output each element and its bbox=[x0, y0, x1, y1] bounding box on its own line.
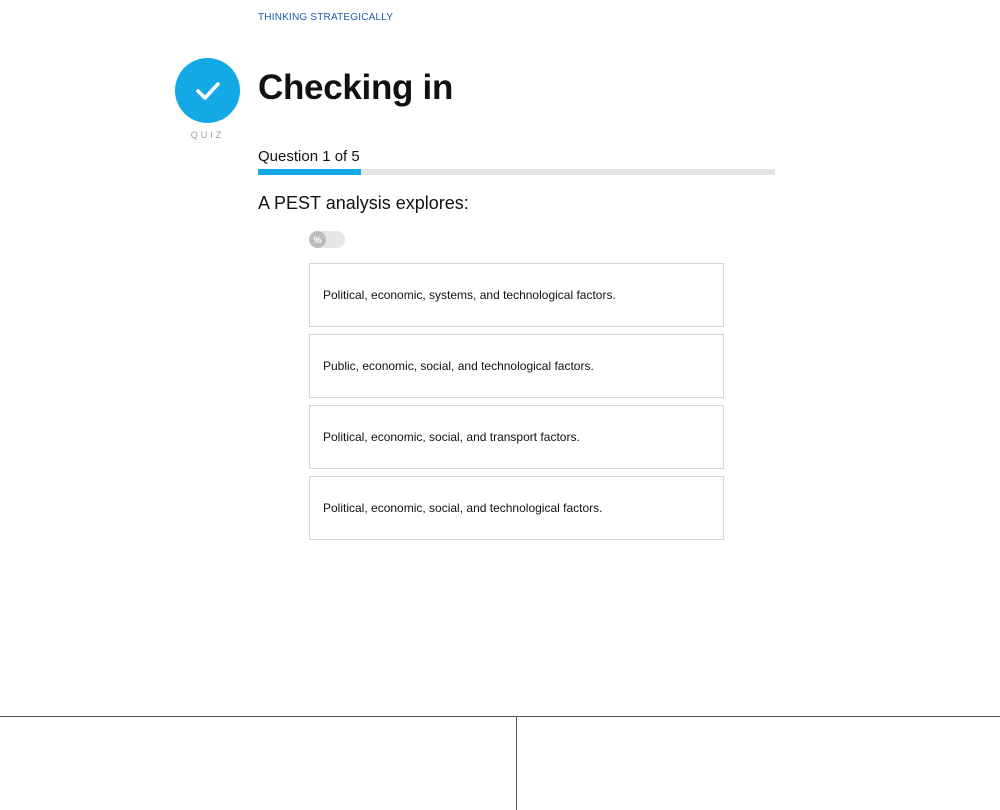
progress-text: Question 1 of 5 bbox=[258, 148, 360, 165]
footer-panel bbox=[0, 716, 1000, 810]
answer-option[interactable]: Political, economic, social, and transport factors. bbox=[309, 405, 724, 469]
question-text: A PEST analysis explores: bbox=[258, 193, 469, 213]
breadcrumb[interactable]: THINKING STRATEGICALLY bbox=[258, 12, 394, 23]
quiz-badge bbox=[175, 58, 240, 123]
answer-option[interactable]: Political, economic, systems, and technological factors. bbox=[309, 263, 724, 327]
percent-icon: % bbox=[309, 231, 326, 248]
quiz-label: QUIZ bbox=[190, 130, 225, 140]
progress-bar bbox=[258, 169, 775, 175]
answer-options bbox=[309, 263, 724, 547]
page-title: Checking in bbox=[258, 68, 454, 107]
progress-bar-fill bbox=[258, 169, 361, 175]
checkmark-icon bbox=[193, 76, 223, 106]
answer-option[interactable]: Public, economic, social, and technological factors. bbox=[309, 334, 724, 398]
answer-option[interactable]: Political, economic, social, and technological factors. bbox=[309, 476, 724, 540]
percent-toggle[interactable] bbox=[309, 231, 345, 248]
footer-divider bbox=[516, 717, 517, 810]
